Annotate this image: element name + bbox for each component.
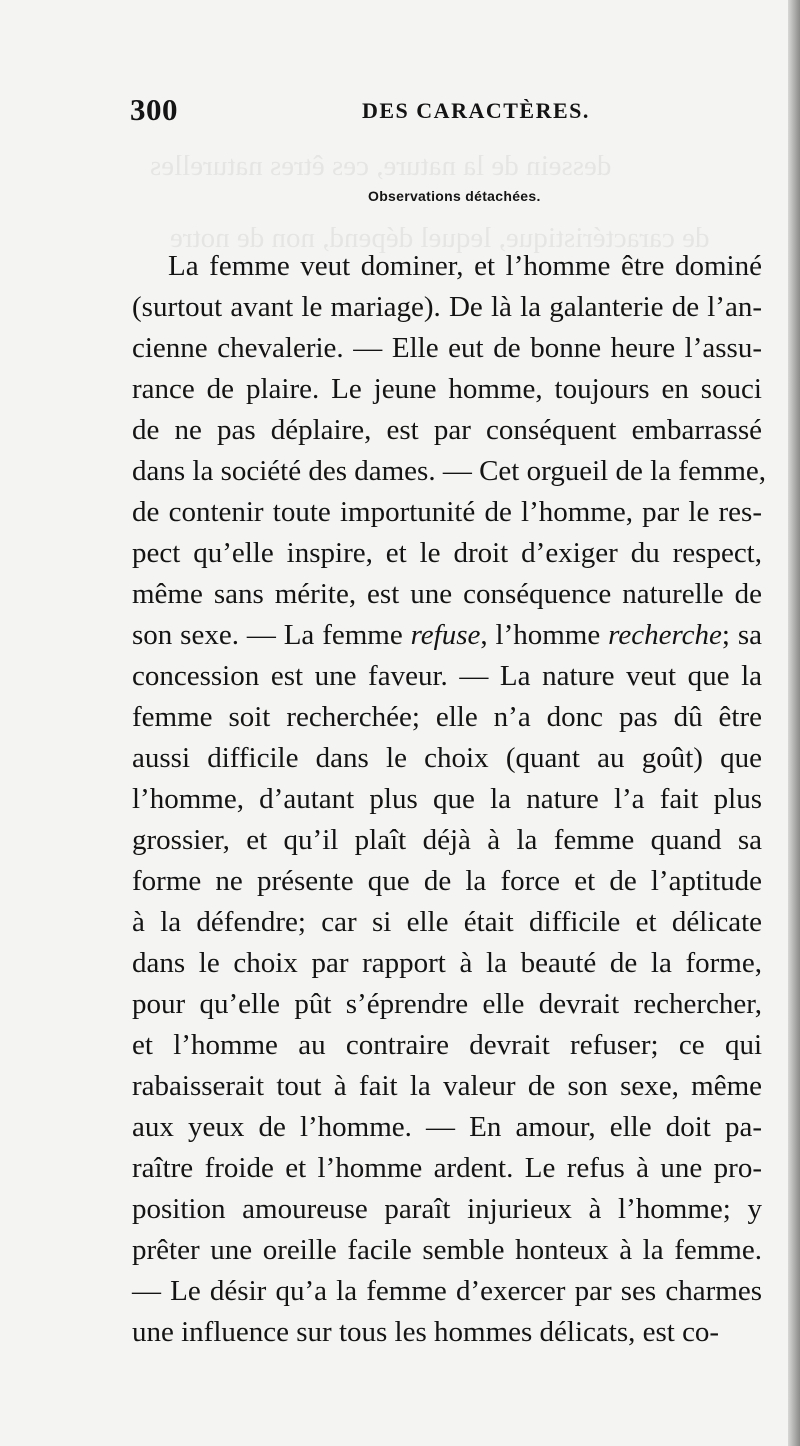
- text-line: (surtout avant le mariage). De là la galanterie de l’an-: [132, 291, 762, 323]
- text-line: aux yeux de l’homme. — En amour, elle doit pa-: [132, 1111, 762, 1143]
- text-line: rance de plaire. Le jeune homme, toujours en souci: [132, 373, 762, 405]
- text-line: pour qu’elle pût s’éprendre elle devrait rechercher,: [132, 988, 762, 1020]
- text-line: position amoureuse paraît injurieux à l’homme; y: [132, 1193, 762, 1225]
- text-line: à la défendre; car si elle était difficile et délicate: [132, 906, 762, 938]
- show-through-text: dessein de la nature, ces êtres naturelles: [150, 150, 612, 182]
- italic-word: refuse: [410, 619, 481, 651]
- text-line: pect qu’elle inspire, et le droit d’exiger du respect,: [132, 537, 762, 569]
- text-line: femme soit recherchée; elle n’a donc pas dû être: [132, 701, 762, 733]
- text-line: et l’homme au contraire devrait refuser; ce qui: [132, 1029, 762, 1061]
- text-line: de ne pas déplaire, est par conséquent embarrassé: [132, 414, 762, 446]
- text-line: La femme veut dominer, et l’homme être dominé: [168, 250, 762, 282]
- page-header: [130, 92, 770, 132]
- text-line: grossier, et qu’il plaît déjà à la femme quand sa: [132, 824, 762, 856]
- text-line: dans la société des dames. — Cet orgueil de la femme,: [132, 455, 767, 487]
- italic-word: recherche: [608, 619, 722, 651]
- text-line: concession est une faveur. — La nature veut que la: [132, 660, 762, 692]
- text-line: une influence sur tous les hommes délicats, est co-: [132, 1316, 720, 1348]
- text-line: aussi difficile dans le choix (quant au goût) que: [132, 742, 762, 774]
- text-line: raître froide et l’homme ardent. Le refus à une pro-: [132, 1152, 762, 1184]
- text-line: dans le choix par rapport à la beauté de la forme,: [132, 947, 762, 979]
- text-line: — Le désir qu’a la femme d’exercer par ses charmes: [132, 1275, 762, 1307]
- page-edge-shadow: [788, 0, 800, 1446]
- section-heading: Observations détachées.: [368, 188, 541, 204]
- page-number: 300: [130, 92, 178, 127]
- text-line: de contenir toute importunité de l’homme, par le res-: [132, 496, 762, 528]
- text-line: cienne chevalerie. — Elle eut de bonne heure l’assu-: [132, 332, 762, 364]
- text-line-with-italics: son sexe. — La femme refuse, l’homme recherche; sa: [132, 619, 763, 651]
- body-paragraph: [132, 246, 767, 1353]
- running-title: DES CARACTÈRES.: [362, 98, 590, 123]
- text-line: prêter une oreille facile semble honteux à la femme.: [132, 1234, 762, 1266]
- text-line: rabaisserait tout à fait la valeur de son sexe, même: [132, 1070, 762, 1102]
- text-line: l’homme, d’autant plus que la nature l’a fait plus: [132, 783, 762, 815]
- show-through-text: de caractéristique, lequel dépend, non de notre: [170, 222, 710, 254]
- text-line: même sans mérite, est une conséquence naturelle de: [132, 578, 762, 610]
- text-line: forme ne présente que de la force et de l’aptitude: [132, 865, 762, 897]
